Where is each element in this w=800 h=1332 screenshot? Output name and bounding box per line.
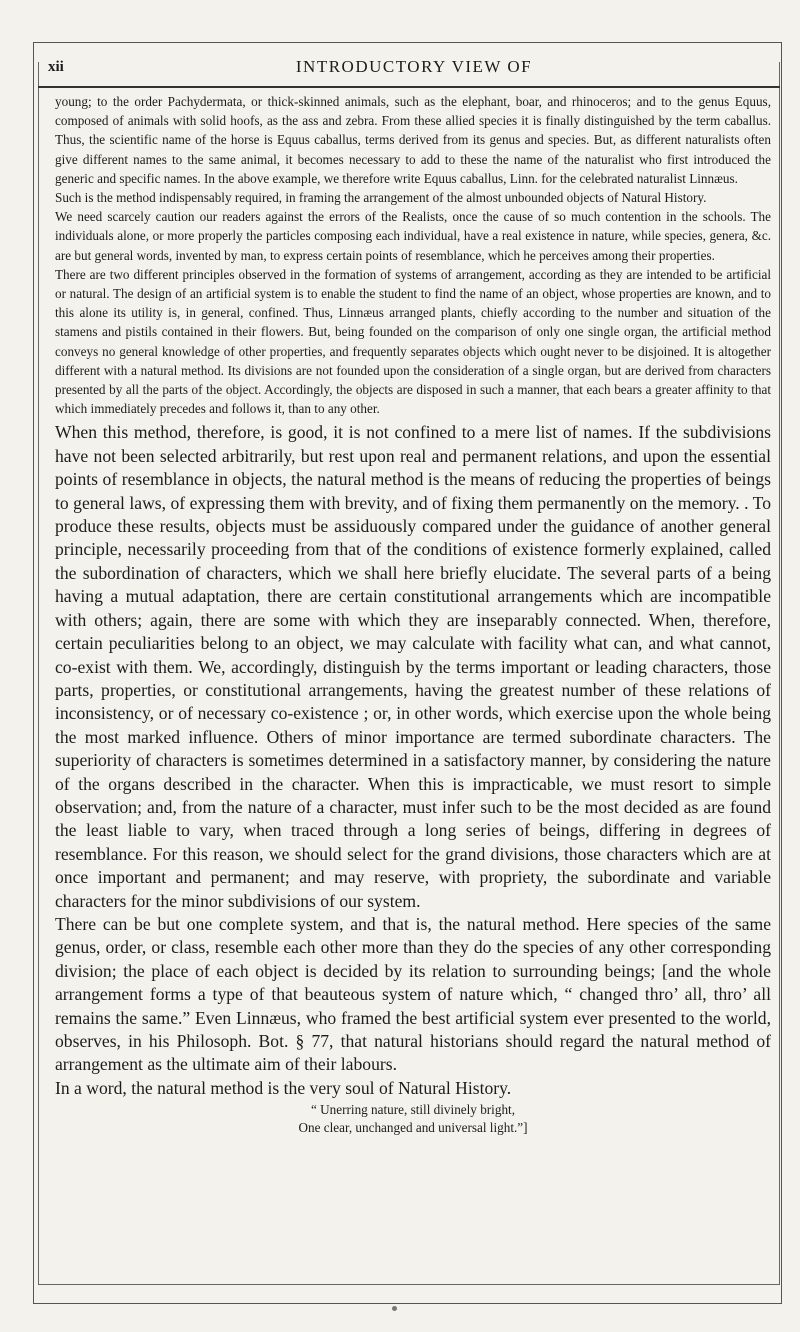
large-print-section bbox=[55, 421, 771, 1100]
paragraph: We need scarcely caution our readers against the errors of the Realists, once the cause of so much contention in the schools. The individuals alone, or more properly the particles composing each individual, have a real existence in nature, while species, genera, &c. are but general words, invented by man, to express certain points of resemblance, which he perceives among their properties. bbox=[55, 209, 771, 263]
paragraph: Such is the method indispensably required, in framing the arrangement of the almost unbounded objects of Natural History. bbox=[55, 190, 707, 206]
page-body bbox=[55, 92, 771, 1137]
header-rule bbox=[38, 86, 780, 88]
verse-line: “ Unerring nature, still divinely bright, bbox=[311, 1102, 515, 1118]
paragraph: When this method, therefore, is good, it is not confined to a mere list of names. If the subdivisions have not been selected arbitrarily, but rest upon real and permanent relations, and upon the essential points of resemblance in objects, the natural method is the means of reducing the properties of beings to general laws, of expressing them with brevity, and of fixing them permanently on the memory. . To produce these results, objects must be assiduously compared under the guidance of another general principle, necessarily proceeding from that of the conditions of existence formerly explained, called the subordination of characters, which we shall here briefly elucidate. The several parts of a being having a mutual adaptation, there are certain constitutional arrangements which are incompatible with others; again, there are some with which they are inseparably connected. When, therefore, certain peculiarities belong to an object, we may calculate with facility what can, and what cannot, co-exist with them. We, accordingly, distinguish by the terms important or leading characters, those parts, properties, or constitutional arrangements, having the greatest number of these relations of inconsistency, or of necessary co-existence ; or, in other words, which exercise upon the whole being the most marked influence. Others of minor importance are termed subordinate characters. The superiority of characters is sometimes determined in a satisfactory manner, by considering the nature of the organs described in the character. When this is impracticable, we must resort to simple observation; and, from the nature of a character, must infer such to be the most decided as are found the least liable to vary, when traced through a long series of beings, differing in degrees of resemblance. For this reason, we should select for the grand divisions, those characters which are at once important and permanent; and may reserve, with propriety, the subordinate and variable characters for the minor subdivisions of our system. bbox=[55, 422, 771, 911]
running-head: INTRODUCTORY VIEW OF bbox=[295, 57, 533, 76]
printer-mark bbox=[392, 1306, 397, 1311]
verse-line: One clear, unchanged and universal light.”] bbox=[298, 1120, 528, 1136]
page-number: xii bbox=[48, 58, 64, 75]
verse-quote bbox=[55, 1101, 771, 1137]
paragraph: There are two different principles observed in the formation of systems of arrangement, according as they are intended to be artificial or natural. The design of an artificial system is to enable the student to find the name of an object, whose properties are known, and to this alone its utility is, in general, confined. Thus, Linnæus arranged plants, chiefly according to the number and situation of the stamens and pistils contained in their flowers. But, being founded on the comparison of only one single organ, the artificial method conveys no general knowledge of other properties, and frequently separates objects which ought never to be disjoined. It is altogether different with a natural method. Its divisions are not founded upon the consideration of a single organ, but are derived from characters presented by all the parts of the object. Accordingly, the objects are disposed in such a manner, that each bears a greater affinity to that which immediately precedes and follows it, than to any other. bbox=[55, 266, 771, 417]
paragraph: young; to the order Pachydermata, or thick-skinned animals, such as the elephant, boar, and rhinoceros; and to the genus Equus, composed of animals with solid hoofs, as the ass and zebra. From these allied species it is finally distinguished by the term caballus. Thus, the scientific name of the horse is Equus caballus, terms derived from its genus and species. But, as different naturalists often give different names to the same animal, it becomes necessary to add to these the name of the naturalist who first introduced the generic and specific names. In the above example, we therefore write Equus caballus, Linn. for the celebrated naturalist Linnæus. bbox=[55, 94, 771, 186]
paragraph: In a word, the natural method is the very soul of Natural History. bbox=[55, 1077, 512, 1098]
paragraph: There can be but one complete system, and that is, the natural method. Here species of the same genus, order, or class, resemble each other more than they do the species of any other corresponding division; the place of each object is decided by its relation to surrounding beings; [and the whole arrangement forms a type of that beauteous system of nature which, “ changed thro’ all, thro’ all remains the same.” Even Linnæus, who framed the best artificial system ever presented to the world, observes, in his Philosoph. Bot. § 77, that natural historians should regard the natural method of arrangement as the ultimate aim of their labours. bbox=[55, 913, 771, 1075]
small-print-section bbox=[55, 92, 771, 418]
page-header bbox=[48, 47, 780, 87]
